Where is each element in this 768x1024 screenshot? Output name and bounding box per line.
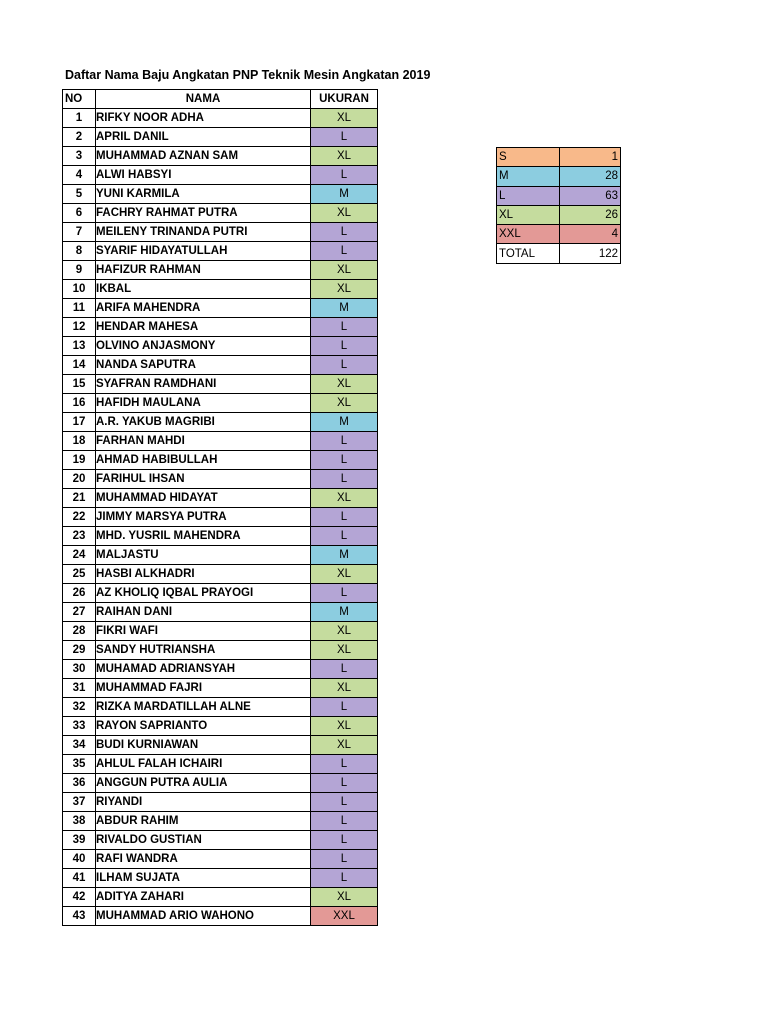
cell-size[interactable]: M <box>311 413 378 432</box>
cell-name[interactable]: FARHAN MAHDI <box>96 432 311 451</box>
cell-name[interactable]: MUHAMMAD ARIO WAHONO <box>96 907 311 926</box>
cell-no[interactable]: 20 <box>63 470 96 489</box>
cell-no[interactable]: 38 <box>63 812 96 831</box>
cell-no[interactable]: 13 <box>63 337 96 356</box>
cell-no[interactable]: 7 <box>63 223 96 242</box>
cell-no[interactable]: 17 <box>63 413 96 432</box>
summary-size-count[interactable]: 63 <box>560 186 621 205</box>
cell-name[interactable]: FIKRI WAFI <box>96 622 311 641</box>
table-row <box>63 356 378 375</box>
summary-total-row <box>497 244 621 263</box>
cell-name[interactable]: JIMMY MARSYA PUTRA <box>96 508 311 527</box>
table-row <box>63 527 378 546</box>
cell-no[interactable]: 10 <box>63 280 96 299</box>
cell-size[interactable]: L <box>311 793 378 812</box>
cell-size[interactable]: L <box>311 242 378 261</box>
cell-no[interactable]: 3 <box>63 147 96 166</box>
cell-name[interactable]: ARIFA MAHENDRA <box>96 299 311 318</box>
table-row <box>63 489 378 508</box>
summary-row <box>497 225 621 244</box>
header-no[interactable]: NO <box>63 90 96 109</box>
cell-size[interactable]: XL <box>311 394 378 413</box>
cell-no[interactable]: 23 <box>63 527 96 546</box>
cell-name[interactable]: FARIHUL IHSAN <box>96 470 311 489</box>
cell-name[interactable]: ALWI HABSYI <box>96 166 311 185</box>
table-row <box>63 337 378 356</box>
cell-name[interactable]: HENDAR MAHESA <box>96 318 311 337</box>
header-name[interactable]: NAMA <box>96 90 311 109</box>
cell-size[interactable]: M <box>311 185 378 204</box>
cell-size[interactable]: L <box>311 128 378 147</box>
table-row <box>63 432 378 451</box>
cell-size[interactable]: L <box>311 432 378 451</box>
cell-size[interactable]: XL <box>311 489 378 508</box>
summary-size-label[interactable]: XL <box>497 205 560 224</box>
cell-size[interactable]: L <box>311 508 378 527</box>
cell-no[interactable]: 30 <box>63 660 96 679</box>
cell-no[interactable]: 42 <box>63 888 96 907</box>
table-row <box>63 888 378 907</box>
cell-size[interactable]: XL <box>311 261 378 280</box>
cell-size[interactable]: XL <box>311 109 378 128</box>
size-summary-table <box>496 147 621 264</box>
cell-no[interactable]: 24 <box>63 546 96 565</box>
cell-no[interactable]: 19 <box>63 451 96 470</box>
cell-no[interactable]: 43 <box>63 907 96 926</box>
table-row <box>63 755 378 774</box>
cell-size[interactable]: XXL <box>311 907 378 926</box>
cell-no[interactable]: 9 <box>63 261 96 280</box>
table-row <box>63 128 378 147</box>
cell-name[interactable]: MEILENY TRINANDA PUTRI <box>96 223 311 242</box>
cell-no[interactable]: 25 <box>63 565 96 584</box>
cell-size[interactable]: XL <box>311 565 378 584</box>
table-body <box>63 109 378 926</box>
cell-no[interactable]: 21 <box>63 489 96 508</box>
cell-size[interactable]: L <box>311 698 378 717</box>
summary-size-count[interactable]: 4 <box>560 225 621 244</box>
cell-size[interactable]: L <box>311 356 378 375</box>
cell-size[interactable]: XL <box>311 888 378 907</box>
cell-name[interactable]: RIFKY NOOR ADHA <box>96 109 311 128</box>
cell-no[interactable]: 39 <box>63 831 96 850</box>
cell-no[interactable]: 15 <box>63 375 96 394</box>
table-row <box>63 318 378 337</box>
cell-size[interactable]: L <box>311 451 378 470</box>
cell-name[interactable]: IKBAL <box>96 280 311 299</box>
cell-no[interactable]: 11 <box>63 299 96 318</box>
cell-name[interactable]: MHD. YUSRIL MAHENDRA <box>96 527 311 546</box>
cell-name[interactable]: RIZKA MARDATILLAH ALNE <box>96 698 311 717</box>
cell-size[interactable]: M <box>311 603 378 622</box>
cell-size[interactable]: L <box>311 831 378 850</box>
table-row <box>63 698 378 717</box>
cell-no[interactable]: 8 <box>63 242 96 261</box>
summary-total-value[interactable]: 122 <box>560 244 621 263</box>
cell-name[interactable]: A.R. YAKUB MAGRIBI <box>96 413 311 432</box>
summary-size-count[interactable]: 1 <box>560 148 621 167</box>
summary-size-label[interactable]: M <box>497 167 560 186</box>
cell-name[interactable]: HASBI ALKHADRI <box>96 565 311 584</box>
cell-size[interactable]: M <box>311 299 378 318</box>
cell-size[interactable]: L <box>311 337 378 356</box>
cell-no[interactable]: 16 <box>63 394 96 413</box>
table-row <box>63 299 378 318</box>
cell-name[interactable]: AZ KHOLIQ IQBAL PRAYOGI <box>96 584 311 603</box>
cell-size[interactable]: L <box>311 470 378 489</box>
cell-name[interactable]: MUHAMAD ADRIANSYAH <box>96 660 311 679</box>
cell-no[interactable]: 26 <box>63 584 96 603</box>
cell-size[interactable]: XL <box>311 641 378 660</box>
table-row <box>63 869 378 888</box>
cell-name[interactable]: FACHRY RAHMAT PUTRA <box>96 204 311 223</box>
table-row <box>63 280 378 299</box>
cell-no[interactable]: 18 <box>63 432 96 451</box>
table-row <box>63 204 378 223</box>
summary-row <box>497 148 621 167</box>
cell-name[interactable]: ADITYA ZAHARI <box>96 888 311 907</box>
cell-size[interactable]: XL <box>311 375 378 394</box>
cell-no[interactable]: 29 <box>63 641 96 660</box>
cell-name[interactable]: RAYON SAPRIANTO <box>96 717 311 736</box>
cell-size[interactable]: L <box>311 166 378 185</box>
cell-no[interactable]: 5 <box>63 185 96 204</box>
summary-row <box>497 167 621 186</box>
cell-no[interactable]: 41 <box>63 869 96 888</box>
cell-no[interactable]: 1 <box>63 109 96 128</box>
sheet-title: Daftar Nama Baju Angkatan PNP Teknik Mesin Angkatan 2019 <box>65 68 431 82</box>
table-row <box>63 717 378 736</box>
cell-no[interactable]: 22 <box>63 508 96 527</box>
cell-size[interactable]: L <box>311 584 378 603</box>
cell-name[interactable]: MUHAMMAD FAJRI <box>96 679 311 698</box>
table-row <box>63 793 378 812</box>
table-row <box>63 736 378 755</box>
cell-no[interactable]: 37 <box>63 793 96 812</box>
table-row <box>63 679 378 698</box>
table-row <box>63 470 378 489</box>
table-row <box>63 774 378 793</box>
cell-name[interactable]: MUHAMMAD AZNAN SAM <box>96 147 311 166</box>
cell-no[interactable]: 35 <box>63 755 96 774</box>
table-header-row <box>63 90 378 109</box>
table-row <box>63 907 378 926</box>
cell-name[interactable]: SYAFRAN RAMDHANI <box>96 375 311 394</box>
cell-size[interactable]: L <box>311 755 378 774</box>
table-row <box>63 660 378 679</box>
cell-size[interactable]: L <box>311 869 378 888</box>
cell-no[interactable]: 4 <box>63 166 96 185</box>
cell-name[interactable]: SYARIF HIDAYATULLAH <box>96 242 311 261</box>
table-row <box>63 451 378 470</box>
table-row <box>63 603 378 622</box>
cell-name[interactable]: AHMAD HABIBULLAH <box>96 451 311 470</box>
cell-name[interactable]: OLVINO ANJASMONY <box>96 337 311 356</box>
cell-name[interactable]: BUDI KURNIAWAN <box>96 736 311 755</box>
cell-no[interactable]: 2 <box>63 128 96 147</box>
summary-row <box>497 205 621 224</box>
table-row <box>63 584 378 603</box>
summary-size-label[interactable]: S <box>497 148 560 167</box>
cell-name[interactable]: MUHAMMAD HIDAYAT <box>96 489 311 508</box>
cell-no[interactable]: 14 <box>63 356 96 375</box>
summary-row <box>497 186 621 205</box>
table-row <box>63 109 378 128</box>
cell-name[interactable]: SANDY HUTRIANSHA <box>96 641 311 660</box>
cell-size[interactable]: XL <box>311 280 378 299</box>
table-row <box>63 223 378 242</box>
summary-size-label[interactable]: XXL <box>497 225 560 244</box>
table-row <box>63 546 378 565</box>
cell-size[interactable]: L <box>311 850 378 869</box>
cell-size[interactable]: XL <box>311 717 378 736</box>
table-row <box>63 413 378 432</box>
cell-name[interactable]: APRIL DANIL <box>96 128 311 147</box>
cell-size[interactable]: L <box>311 812 378 831</box>
cell-name[interactable]: RAIHAN DANI <box>96 603 311 622</box>
table-row <box>63 242 378 261</box>
cell-no[interactable]: 32 <box>63 698 96 717</box>
cell-name[interactable]: HAFIDH MAULANA <box>96 394 311 413</box>
table-row <box>63 166 378 185</box>
cell-size[interactable]: L <box>311 774 378 793</box>
summary-size-count[interactable]: 28 <box>560 167 621 186</box>
table-row <box>63 261 378 280</box>
summary-total-label[interactable]: TOTAL <box>497 244 560 263</box>
cell-name[interactable]: NANDA SAPUTRA <box>96 356 311 375</box>
cell-size[interactable]: XL <box>311 204 378 223</box>
cell-name[interactable]: ILHAM SUJATA <box>96 869 311 888</box>
shirt-size-table <box>62 89 378 926</box>
table-row <box>63 508 378 527</box>
table-row <box>63 565 378 584</box>
cell-no[interactable]: 34 <box>63 736 96 755</box>
summary-size-label[interactable]: L <box>497 186 560 205</box>
cell-no[interactable]: 12 <box>63 318 96 337</box>
cell-name[interactable]: RIVALDO GUSTIAN <box>96 831 311 850</box>
table-row <box>63 622 378 641</box>
cell-size[interactable]: XL <box>311 679 378 698</box>
cell-name[interactable]: ANGGUN PUTRA AULIA <box>96 774 311 793</box>
cell-no[interactable]: 27 <box>63 603 96 622</box>
table-row <box>63 812 378 831</box>
cell-size[interactable]: M <box>311 546 378 565</box>
cell-name[interactable]: AHLUL FALAH ICHAIRI <box>96 755 311 774</box>
table-row <box>63 185 378 204</box>
cell-size[interactable]: L <box>311 527 378 546</box>
cell-size[interactable]: XL <box>311 622 378 641</box>
cell-name[interactable]: ABDUR RAHIM <box>96 812 311 831</box>
table-row <box>63 831 378 850</box>
cell-no[interactable]: 36 <box>63 774 96 793</box>
header-size[interactable]: UKURAN <box>311 90 378 109</box>
cell-name[interactable]: RIYANDI <box>96 793 311 812</box>
cell-no[interactable]: 6 <box>63 204 96 223</box>
table-row <box>63 147 378 166</box>
cell-no[interactable]: 28 <box>63 622 96 641</box>
cell-size[interactable]: XL <box>311 736 378 755</box>
cell-size[interactable]: L <box>311 318 378 337</box>
table-row <box>63 375 378 394</box>
table-row <box>63 850 378 869</box>
summary-size-count[interactable]: 26 <box>560 205 621 224</box>
cell-no[interactable]: 33 <box>63 717 96 736</box>
cell-name[interactable]: HAFIZUR RAHMAN <box>96 261 311 280</box>
cell-size[interactable]: XL <box>311 147 378 166</box>
summary-body <box>497 148 621 264</box>
cell-size[interactable]: L <box>311 660 378 679</box>
cell-size[interactable]: L <box>311 223 378 242</box>
cell-no[interactable]: 40 <box>63 850 96 869</box>
cell-name[interactable]: MALJASTU <box>96 546 311 565</box>
cell-name[interactable]: YUNI KARMILA <box>96 185 311 204</box>
table-row <box>63 641 378 660</box>
table-row <box>63 394 378 413</box>
cell-name[interactable]: RAFI WANDRA <box>96 850 311 869</box>
cell-no[interactable]: 31 <box>63 679 96 698</box>
